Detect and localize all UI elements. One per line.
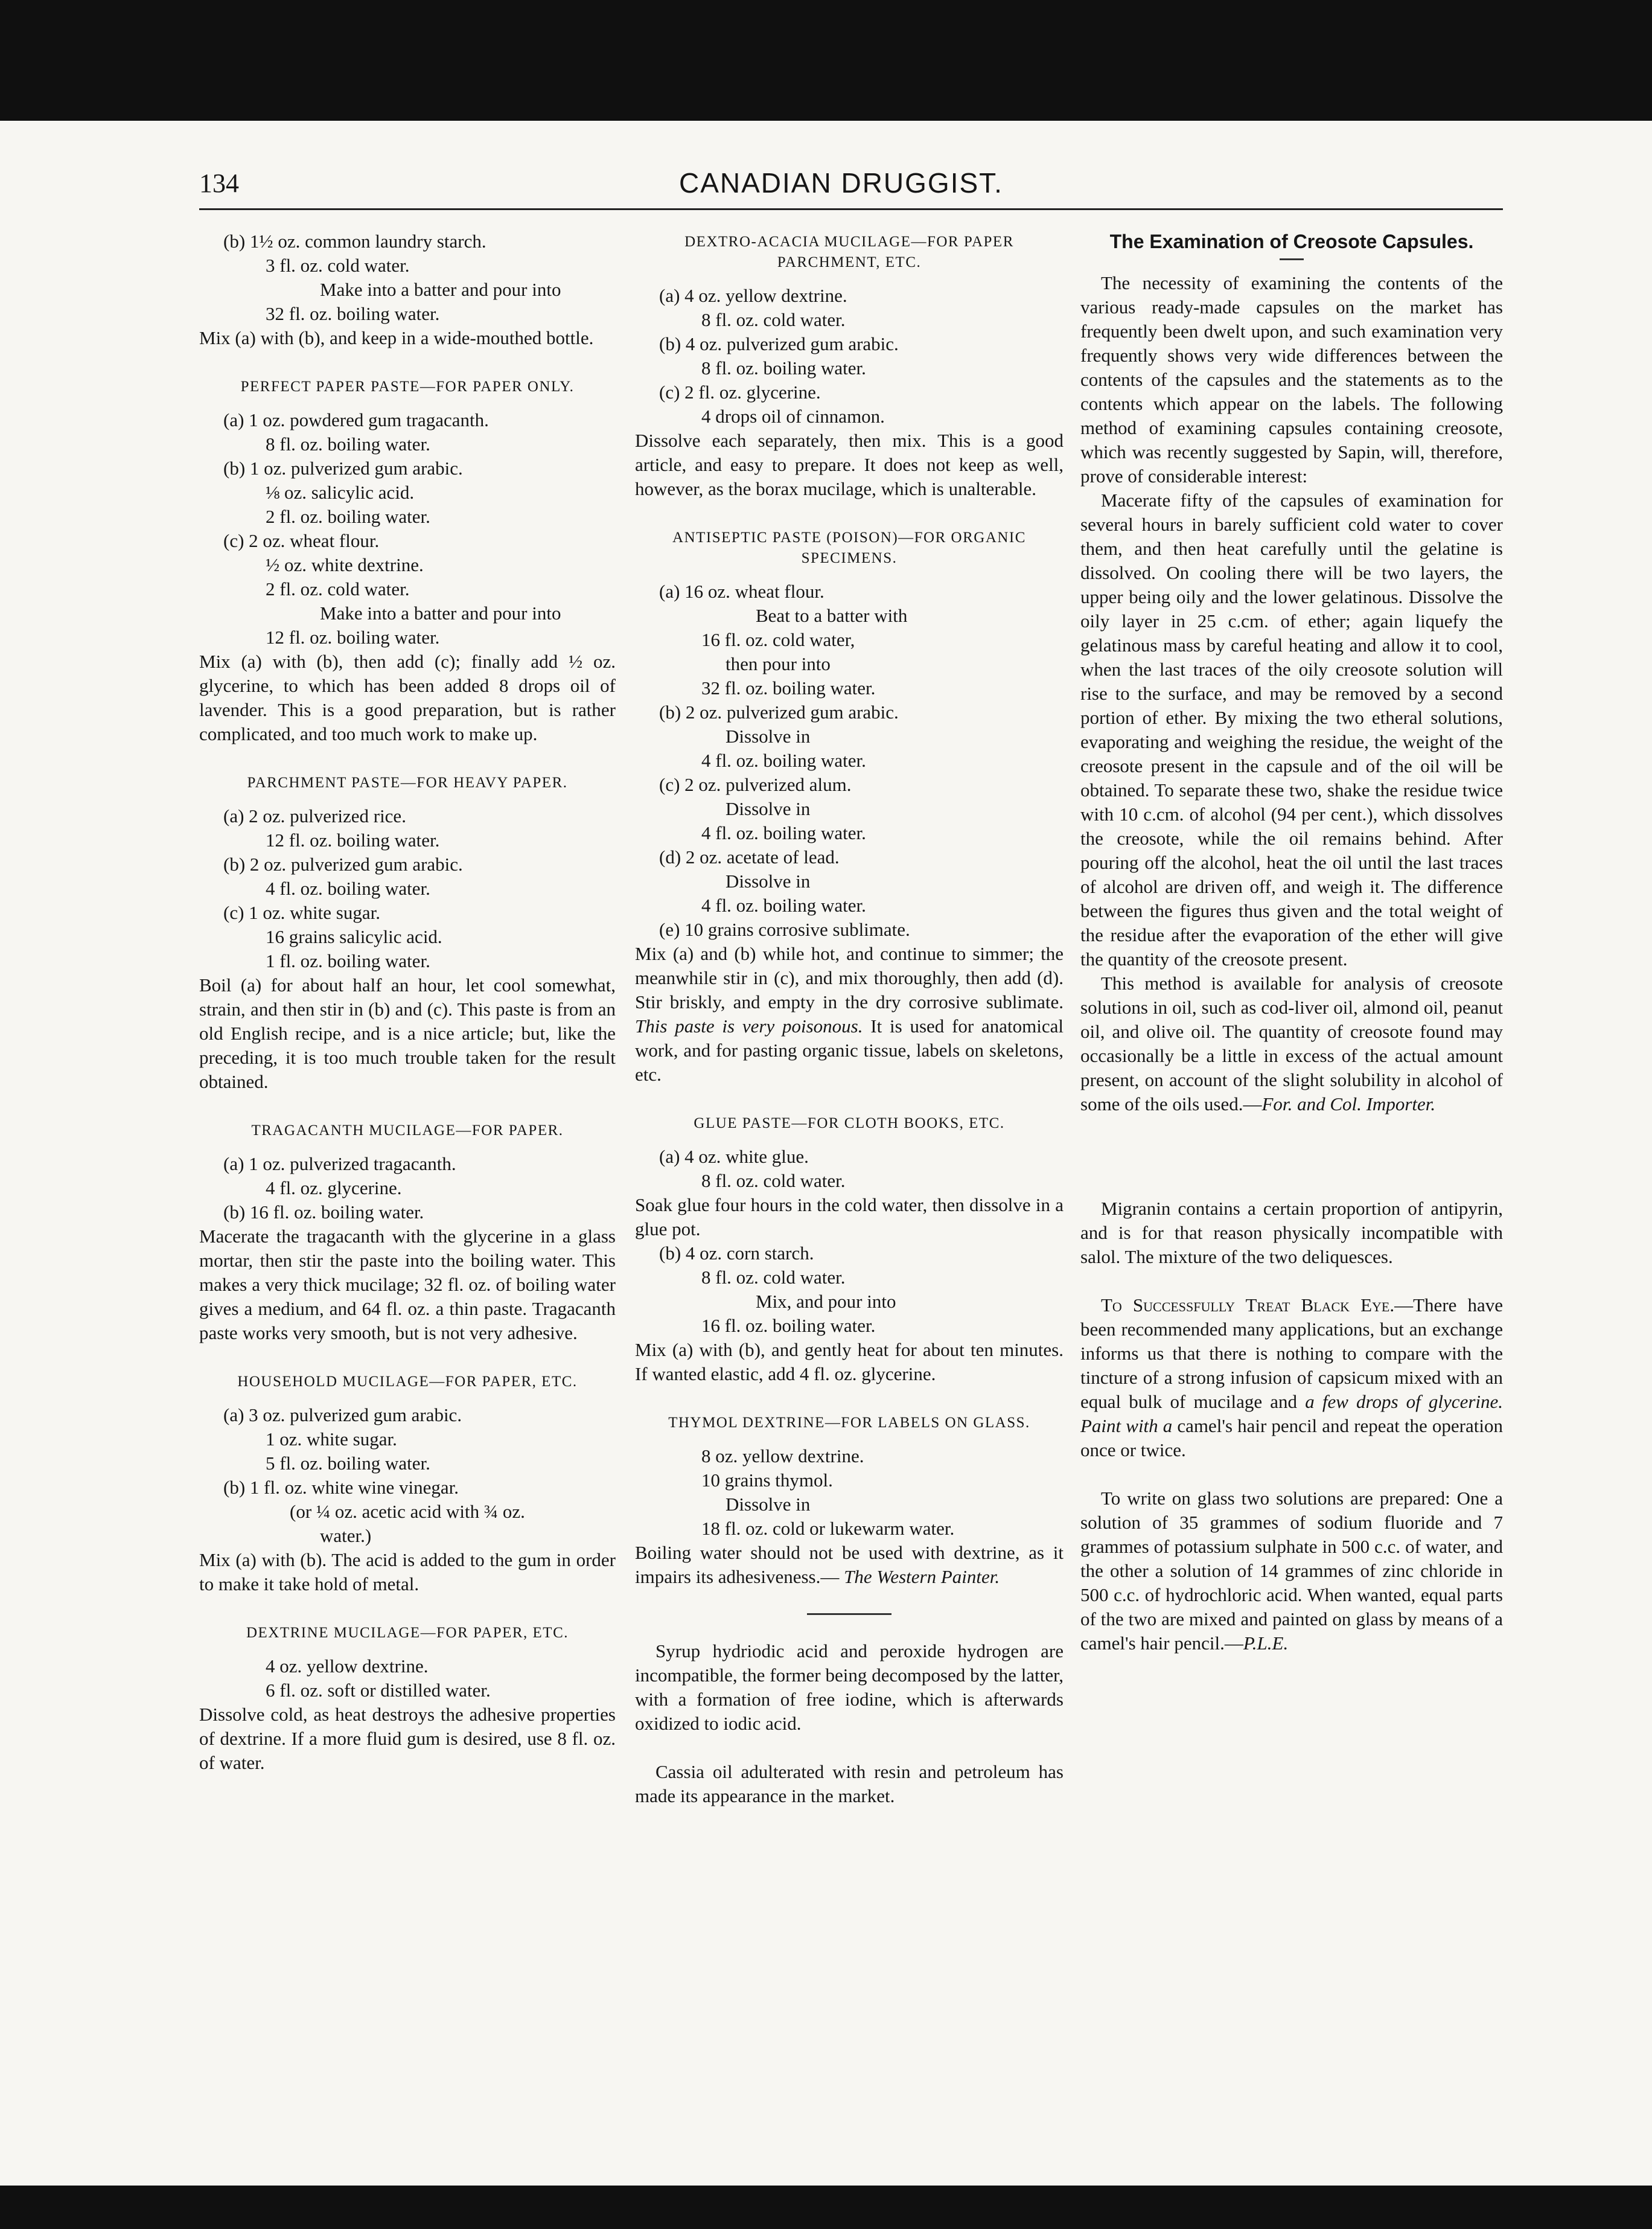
recipe-line: 8 fl. oz. boiling water. [701, 357, 866, 379]
recipe-line: 16 fl. oz. boiling water. [701, 1315, 876, 1336]
recipe-line: (c) 2 fl. oz. glycerine. [659, 382, 821, 403]
paragraph: Dissolve each separately, then mix. This is a good article, and easy to prepare. It does not keep as well, however, as the borax mucilage, which is unalterable. [635, 430, 1064, 499]
section-heading: HOUSEHOLD MUCILAGE—FOR PAPER, ETC. [237, 1374, 578, 1390]
recipe-line: ½ oz. white dextrine. [266, 554, 424, 575]
recipe-line: 2 fl. oz. boiling water. [266, 506, 430, 527]
separator-rule [807, 1613, 891, 1615]
recipe-line: (a) 1 oz. powdered gum tragacanth. [223, 409, 489, 430]
paragraph: Migranin contains a certain proportion of antipyrin, and is for that reason physically incompatible with salol. The mixture of the two deliquesces. [1080, 1198, 1503, 1267]
recipe-line: (a) 4 oz. white glue. [659, 1146, 809, 1167]
recipe-line: then pour into [726, 653, 831, 674]
recipe-line: 16 grains salicylic acid. [266, 926, 442, 947]
recipe-line: Dissolve in [726, 798, 811, 819]
paragraph: Macerate the tragacanth with the glycerine in a glass mortar, then stir the paste into the boiling water. This makes a very thick mucilage; 32 fl. oz. of boiling water gives a medium, and 64 fl. oz. a thin paste. Tragacanth paste works very smooth, but is not very adhesive. [199, 1226, 616, 1343]
recipe-line: (a) 1 oz. pulverized tragacanth. [223, 1153, 456, 1174]
paragraph: Mix (a) with (b), then add (c); finally add ½ oz. glycerine, to which has been added 8 drops oil of lavender. This is a good preparation, but is rather complicated, and too much work to make up. [199, 651, 616, 744]
top-black-border [0, 0, 1652, 121]
recipe-line: (c) 1 oz. white sugar. [223, 902, 380, 923]
recipe-line: 8 fl. oz. cold water. [701, 309, 846, 330]
source-citation: P.L.E. [1243, 1633, 1289, 1654]
recipe-line: 18 fl. oz. cold or lukewarm water. [701, 1518, 955, 1539]
section-heading: THYMOL DEXTRINE—FOR LABELS ON GLASS. [668, 1415, 1030, 1431]
recipe-line: Make into a batter and pour into [320, 279, 561, 300]
recipe-line: (a) 3 oz. pulverized gum arabic. [223, 1404, 462, 1425]
recipe-line: (b) 2 oz. pulverized gum arabic. [223, 854, 463, 875]
recipe-line: water.) [320, 1525, 372, 1546]
paragraph [1080, 1486, 1503, 1655]
section-heading: DEXTRO-ACACIA MUCILAGE—FOR PAPER PARCHMENT, ETC. [684, 234, 1014, 270]
recipe-line: 32 fl. oz. boiling water. [701, 677, 876, 699]
section-heading: DEXTRINE MUCILAGE—FOR PAPER, ETC. [246, 1625, 569, 1641]
recipe-line: 8 oz. yellow dextrine. [701, 1445, 864, 1466]
recipe-line: (e) 10 grains corrosive sublimate. [659, 919, 910, 940]
recipe-line: (a) 16 oz. wheat flour. [659, 581, 824, 602]
recipe-line: (b) 4 oz. pulverized gum arabic. [659, 333, 899, 354]
recipe-line: (b) 16 fl. oz. boiling water. [223, 1201, 424, 1223]
recipe-line: 1 fl. oz. boiling water. [266, 950, 430, 971]
run-in-title: To Successfully Treat Black Eye. [1101, 1294, 1395, 1316]
recipe-line: 4 oz. yellow dextrine. [266, 1655, 429, 1677]
recipe-line: 8 fl. oz. cold water. [701, 1267, 846, 1288]
recipe-line: (b) 1 oz. pulverized gum arabic. [223, 458, 463, 479]
section-heading: PARCHMENT PASTE—FOR HEAVY PAPER. [247, 775, 568, 791]
text-run: It is used for anatomical work, and for pasting organic tissue, labels on skeletons, etc. [635, 1015, 1064, 1085]
paragraph: Mix (a) with (b), and gently heat for about ten minutes. If wanted elastic, add 4 fl. oz. glycerine. [635, 1339, 1064, 1384]
section-heading: ANTISEPTIC PASTE (POISON)—FOR ORGANIC SPECIMENS. [672, 529, 1026, 566]
recipe-line: (b) 4 oz. corn starch. [659, 1242, 814, 1264]
text-run: —There have been recommended many applications, but an exchange informs us that there is nothing to compare with the tincture of a strong infusion of capsicum mixed with an equal bulk of mucilage and [1080, 1294, 1503, 1412]
recipe-line: (b) 1 fl. oz. white wine vinegar. [223, 1477, 459, 1498]
recipe-line: (b) 2 oz. pulverized gum arabic. [659, 702, 899, 723]
recipe-line: (or ¼ oz. acetic acid with ¾ oz. [290, 1501, 525, 1522]
recipe-line: 4 fl. oz. boiling water. [701, 750, 866, 771]
paragraph: Boil (a) for about half an hour, let cool somewhat, strain, and then stir in (b) and (c). This paste is from an old English recipe, and is a nice article; but, like the preceding, it is too much trouble taken for the result obtained. [199, 974, 616, 1092]
recipe-line: (c) 2 oz. pulverized alum. [659, 774, 852, 795]
recipe-line: 12 fl. oz. boiling water. [266, 627, 440, 648]
recipe-line: (a) 4 oz. yellow dextrine. [659, 285, 847, 306]
recipe-line: 4 fl. oz. glycerine. [266, 1177, 402, 1198]
paragraph: Macerate fifty of the capsules of examination for several hours in barely sufficient cold water to cover them, and then heat carefully until the gelatine is dissolved. On cooling there will be two layers, the upper being oily and the lower gelatinous. Dissolve the oily layer in 25 c.cm. of ether; again liquefy the gelatinous mass by careful heating and allow it to cool, when the last traces of the oily creosote solution will rise to the surface, and may be removed by a second portion of ether. By mixing the two etheral solutions, evaporating and weighing the residue, the weight of the creosote present in the capsule and of the oil will be obtained. To separate these two, shake the residue twice with 10 c.cm. of alcohol (94 per cent.), which dissolves the creosote, while the oil remains behind. After pouring off the alcohol, heat the oil until the last traces of alcohol are driven off, and weigh it. The difference between the figures thus given and the total weight of the residue after the evaporation of the ether will give the quantity of the creosote present. [1080, 490, 1503, 970]
recipe-line: 8 fl. oz. cold water. [701, 1170, 846, 1191]
italic-run: a few drops of glycerine. Paint with a [1080, 1391, 1504, 1436]
text-run: camel's hair pencil and repeat the operation once or twice. [1080, 1415, 1503, 1460]
italic-run: This paste is very poisonous. [635, 1015, 863, 1037]
text-run: Mix (a) and (b) while hot, and continue to simmer; the meanwhile stir in (c), and mix thoroughly, then add (d). Stir briskly, and empty in the dry corrosive sublimate. [635, 943, 1064, 1012]
recipe-line: 4 fl. oz. boiling water. [266, 878, 430, 899]
text-run: To write on glass two solutions are prepared: One a solution of 35 grammes of sodium fluoride and 7 grammes of potassium sulphate in 500 c.c. of water, and the other a solution of 14 grammes of zinc chloride in 500 c.c. of hydrochloric acid. When wanted, equal parts of the two are mixed and painted on glass by means of a camel's hair pencil.— [1080, 1488, 1503, 1654]
spacer [1080, 1269, 1503, 1293]
recipe-line: Dissolve in [726, 726, 811, 747]
recipe-line: 16 fl. oz. cold water, [701, 629, 855, 650]
recipe-line: ⅛ oz. salicylic acid. [266, 482, 415, 503]
section-heading: GLUE PASTE—FOR CLOTH BOOKS, ETC. [694, 1115, 1005, 1131]
paragraph: The necessity of examining the contents of the various ready-made capsules on the market has frequently been dwelt upon, and such examination very frequently shows very wide differences between the contents of the capsules and the statements as to the contents which appear on the labels. The following method of examining capsules containing creosote, which was recently suggested by Sapin, will, therefore, prove of considerable interest: [1080, 272, 1503, 487]
recipe-line: 4 drops oil of cinnamon. [701, 406, 885, 427]
paragraph: Mix (a) with (b), and keep in a wide-mouthed bottle. [199, 327, 594, 348]
recipe-line: (a) 2 oz. pulverized rice. [223, 805, 406, 827]
recipe-line: 2 fl. oz. cold water. [266, 578, 410, 600]
paragraph: Mix (a) with (b). The acid is added to the gum in order to make it take hold of metal. [199, 1549, 616, 1594]
heading-dash [1280, 258, 1304, 260]
recipe-line: 10 grains thymol. [701, 1469, 833, 1491]
paragraph: Dissolve cold, as heat destroys the adhesive properties of dextrine. If a more fluid gum is desired, use 8 fl. oz. of water. [199, 1704, 616, 1773]
text-run: This method is available for analysis of creosote solutions in oil, such as cod-liver oil, almond oil, peanut oil, and olive oil. The quantity of creosote found may occasionally be a little in excess of the actual amount present, on account of the slight solubility in alcohol of some of the oils used.— [1080, 973, 1503, 1114]
recipe-line: Dissolve in [726, 1494, 811, 1515]
paragraph [635, 1541, 1064, 1589]
recipe-line: Beat to a batter with [756, 605, 908, 626]
spacer [1080, 1462, 1503, 1486]
running-head: CANADIAN DRUGGIST. [679, 167, 1003, 199]
source-citation: For. and Col. Importer. [1261, 1093, 1436, 1114]
column-right [1080, 229, 1503, 1655]
recipe-line: (d) 2 oz. acetate of lead. [659, 846, 840, 868]
section-heading: PERFECT PAPER PASTE—FOR PAPER ONLY. [240, 379, 575, 395]
paragraph [1080, 971, 1503, 1116]
paragraph [1080, 1293, 1503, 1462]
paragraph: Syrup hydriodic acid and peroxide hydrogen are incompatible, the former being decomposed by the latter, with a formation of free iodine, which is afterwards oxidized to iodic acid. [635, 1640, 1064, 1734]
recipe-line: 12 fl. oz. boiling water. [266, 830, 440, 851]
paragraph: Soak glue four hours in the cold water, then dissolve in a glue pot. [635, 1194, 1064, 1239]
paragraph [635, 942, 1064, 1087]
column-middle [635, 229, 1064, 1808]
section-heading: TRAGACANTH MUCILAGE—FOR PAPER. [251, 1122, 564, 1139]
spacer [635, 1736, 1064, 1760]
source-citation: The Western Painter. [844, 1566, 1000, 1587]
recipe-line: 5 fl. oz. boiling water. [266, 1453, 430, 1474]
recipe-line: Dissolve in [726, 871, 811, 892]
paragraph: Cassia oil adulterated with resin and petroleum has made its appearance in the market. [635, 1761, 1064, 1806]
recipe-line: 6 fl. oz. soft or distilled water. [266, 1680, 491, 1701]
spacer [1249, 1171, 1334, 1172]
recipe-line: 4 fl. oz. boiling water. [701, 822, 866, 843]
recipe-line: 32 fl. oz. boiling water. [266, 303, 440, 324]
recipe-line: 8 fl. oz. boiling water. [266, 433, 430, 455]
header-rule [199, 208, 1503, 210]
recipe-line: Mix, and pour into [756, 1291, 896, 1312]
article-heading: The Examination of Creosote Capsules. [1109, 231, 1474, 252]
column-left [199, 229, 616, 1775]
recipe-line: 1 oz. white sugar. [266, 1428, 397, 1450]
recipe-line: (c) 2 oz. wheat flour. [223, 530, 380, 551]
recipe-line: 3 fl. oz. cold water. [266, 255, 410, 276]
recipe-line: 4 fl. oz. boiling water. [701, 895, 866, 916]
page-number: 134 [199, 168, 239, 198]
recipe-line: (b) 1½ oz. common laundry starch. [223, 231, 486, 252]
bottom-black-border [0, 2186, 1652, 2229]
text-run: Boiling water should not be used with dextrine, as it impairs its adhesiveness.— [635, 1542, 1064, 1587]
recipe-line: Make into a batter and pour into [320, 603, 561, 624]
